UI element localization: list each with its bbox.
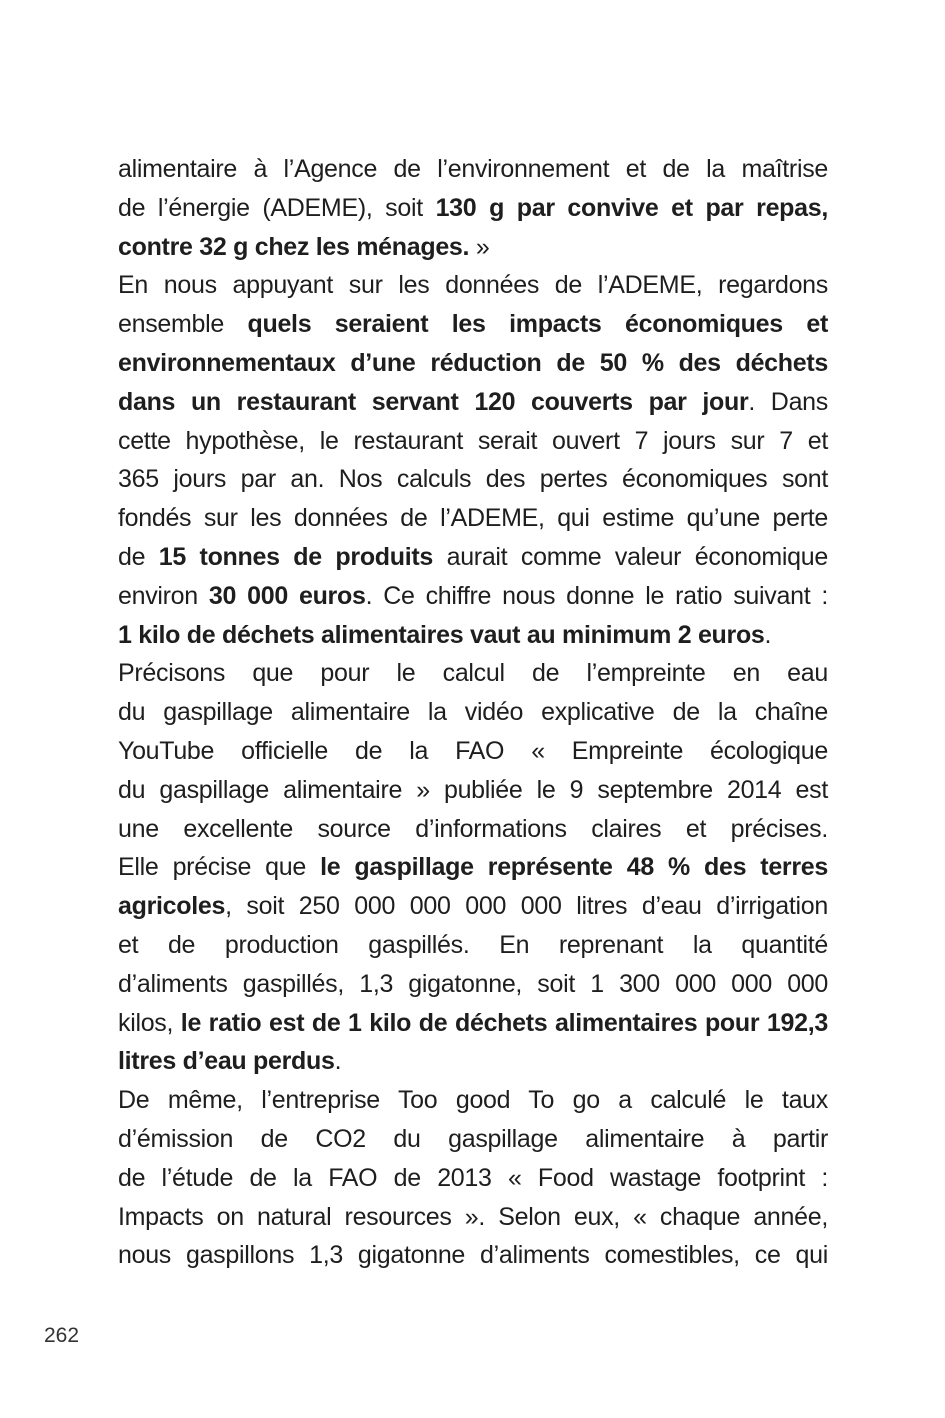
text-line (118, 577, 828, 616)
text-segment: d’émission de CO2 du gaspillage alimentaire à partir (118, 1124, 828, 1153)
text-line (118, 266, 828, 305)
bold-text-segment: 1 kilo de déchets alimentaires vaut au minimum 2 euros (118, 620, 765, 649)
text-line (118, 887, 828, 926)
text-line (118, 150, 828, 189)
text-line (118, 693, 828, 732)
bold-text-segment: litres d’eau perdus (118, 1047, 335, 1076)
text-segment: » (469, 232, 490, 261)
text-segment: une excellente source d’informations claires et précises. (118, 814, 828, 843)
text-segment: . Ce chiffre nous donne le ratio suivant : (365, 581, 829, 610)
bold-text-segment: contre 32 g chez les ménages. (118, 232, 470, 261)
text-segment: environ (118, 581, 209, 610)
text-segment: du gaspillage alimentaire » publiée le 9 septembre 2014 est (118, 775, 828, 804)
text-segment: Impacts on natural resources ». Selon eux, « chaque année, (118, 1202, 828, 1231)
text-line (118, 810, 828, 849)
text-line (118, 1081, 828, 1120)
text-line (118, 1236, 828, 1275)
text-segment: , soit 250 000 000 000 000 litres d’eau d’irrigation (225, 892, 828, 921)
bold-text-segment: agricoles (118, 892, 226, 921)
text-segment: . (764, 620, 772, 649)
text-line (118, 654, 828, 693)
text-line (118, 344, 828, 383)
text-line (118, 228, 828, 267)
text-segment: d’aliments gaspillés, 1,3 gigatonne, soit 1 300 000 000 000 (118, 969, 828, 998)
text-segment: De même, l’entreprise Too good To go a calculé le taux (118, 1086, 828, 1115)
bold-text-segment: quels seraient les impacts économiques et (247, 310, 828, 339)
text-segment: aurait comme valeur économique (433, 542, 828, 571)
text-line (118, 965, 828, 1004)
text-line (118, 848, 828, 887)
text-line (118, 460, 828, 499)
text-segment: . Dans (748, 387, 828, 416)
text-line (118, 422, 828, 461)
text-line (118, 616, 828, 655)
bold-text-segment: dans un restaurant servant 120 couverts par jour (118, 387, 749, 416)
text-segment: de (118, 542, 159, 571)
bold-text-segment: 30 000 euros (208, 581, 366, 610)
text-segment: et de production gaspillés. En reprenant la quantité (118, 930, 828, 959)
text-segment: alimentaire à l’Agence de l’environnement et de la maîtrise (118, 155, 828, 183)
text-segment: kilos, (118, 1008, 181, 1037)
bold-text-segment: le gaspillage représente 48 % des terres (320, 853, 828, 882)
text-line (118, 1159, 828, 1198)
text-segment: Elle précise que (118, 853, 321, 882)
bold-text-segment: 130 g par convive et par repas, (435, 193, 828, 222)
text-segment: cette hypothèse, le restaurant serait ouvert 7 jours sur 7 et (118, 426, 828, 455)
text-segment: ensemble (118, 310, 248, 339)
text-line (118, 926, 828, 965)
text-line (118, 499, 828, 538)
text-segment: YouTube officielle de la FAO « Empreinte écologique (118, 736, 828, 765)
text-segment: En nous appuyant sur les données de l’ADEME, regardons (118, 271, 828, 300)
text-segment: du gaspillage alimentaire la vidéo explicative de la chaîne (118, 698, 828, 727)
text-segment: Précisons que pour le calcul de l’empreinte en eau (118, 659, 828, 688)
text-line (118, 771, 828, 810)
page-number: 262 (44, 1324, 80, 1347)
text-line (118, 538, 828, 577)
text-segment: . (334, 1047, 342, 1076)
body-text (118, 150, 828, 1275)
bold-text-segment: environnementaux d’une réduction de 50 % des déchets (118, 348, 828, 377)
text-segment: fondés sur les données de l’ADEME, qui estime qu’une perte (118, 504, 828, 533)
text-line (118, 305, 828, 344)
text-segment: de l’énergie (ADEME), soit (118, 193, 436, 222)
text-line (118, 732, 828, 771)
text-line (118, 189, 828, 228)
text-line (118, 1120, 828, 1159)
text-segment: de l’étude de la FAO de 2013 « Food wastage footprint : (118, 1163, 828, 1192)
text-segment: nous gaspillons 1,3 gigatonne d’aliments comestibles, ce qui (118, 1241, 828, 1270)
bold-text-segment: le ratio est de 1 kilo de déchets alimentaires pour 192,3 (180, 1008, 828, 1037)
text-line (118, 383, 828, 422)
bold-text-segment: 15 tonnes de produits (158, 542, 434, 571)
text-line (118, 1042, 828, 1081)
text-segment: 365 jours par an. Nos calculs des pertes économiques sont (118, 465, 828, 494)
text-line (118, 1004, 828, 1043)
text-line (118, 1198, 828, 1237)
